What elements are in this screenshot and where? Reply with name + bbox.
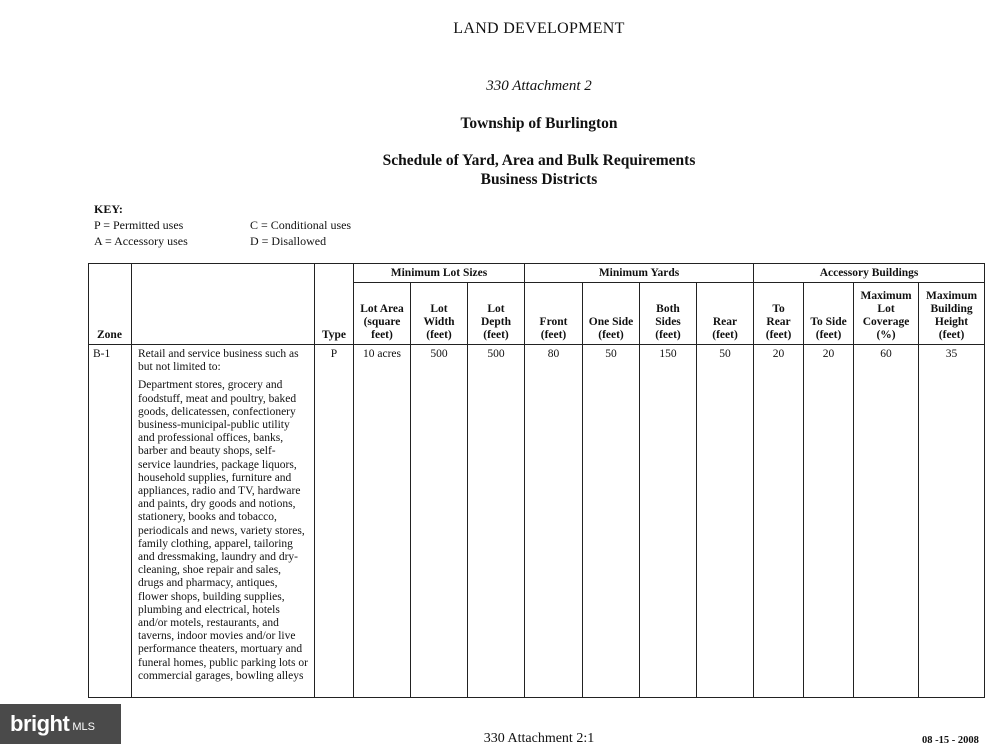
key-disallowed: D = Disallowed <box>250 234 327 248</box>
group-min-lot-sizes: Minimum Lot Sizes <box>354 264 525 283</box>
col-to-rear: To Rear (feet) <box>754 283 804 345</box>
col-rear: Rear (feet) <box>697 283 754 345</box>
cell-lot-area: 10 acres <box>354 345 411 698</box>
key-permitted: P = Permitted uses <box>94 218 184 232</box>
schedule-title <box>0 151 1000 189</box>
key-conditional: C = Conditional uses <box>250 218 352 232</box>
cell-both-sides: 150 <box>640 345 697 698</box>
attachment-label: 330 Attachment 2 <box>486 78 592 94</box>
table-group-header-row <box>89 264 985 283</box>
watermark-brand: bright <box>10 711 70 736</box>
col-description <box>132 264 315 345</box>
key-accessory: A = Accessory uses <box>94 234 188 248</box>
col-max-building-height: Maximum Building Height (feet) <box>919 283 985 345</box>
cell-type: P <box>315 345 354 698</box>
bright-mls-watermark <box>0 704 121 744</box>
schedule-title-line1: Schedule of Yard, Area and Bulk Requirements <box>382 152 696 169</box>
col-max-lot-coverage: Maximum Lot Coverage (%) <box>854 283 919 345</box>
col-both-sides: Both Sides (feet) <box>640 283 697 345</box>
cell-max-lot-coverage: 60 <box>854 345 919 698</box>
watermark-suffix: MLS <box>72 721 95 733</box>
group-min-yards: Minimum Yards <box>525 264 754 283</box>
col-one-side: One Side (feet) <box>583 283 640 345</box>
col-type: Type <box>315 264 354 345</box>
description-list: Department stores, grocery and foodstuff, meat and poultry, baked goods, delicatessen, confectionery business-municipal-public utility and professional offices, banks, barber and beauty shops, self-service laundries, package liquors, household supplies, furniture and appliances, radio and TV, hardware and paints, dry goods and notions, stationery, books and tobacco, periodicals and news, variety stores, family clothing, apparel, tailoring and dressmaking, laundry and dry-cleaning, shoe repair and sales, drugs and pharmacy, antiques, flower shops, building supplies, plumbing and electrical, hotels and/or motels, restaurants, and taverns, indoor movies and/or live performance theaters, mortuary and funeral homes, public parking lots or commercial garages, bowling alleys <box>138 379 308 682</box>
key-row-2 <box>94 233 351 249</box>
cell-one-side: 50 <box>583 345 640 698</box>
col-zone: Zone <box>89 264 132 345</box>
cell-zone: B-1 <box>89 345 132 698</box>
requirements-table <box>88 263 985 698</box>
cell-lot-width: 500 <box>411 345 468 698</box>
key-heading: KEY: <box>94 202 123 216</box>
cell-to-rear: 20 <box>754 345 804 698</box>
township-title: Township of Burlington <box>460 115 618 132</box>
cell-rear: 50 <box>697 345 754 698</box>
col-lot-area: Lot Area (square feet) <box>354 283 411 345</box>
cell-to-side: 20 <box>804 345 854 698</box>
footer-page-label: 330 Attachment 2:1 <box>483 731 595 746</box>
group-accessory-buildings: Accessory Buildings <box>754 264 985 283</box>
cell-description <box>132 345 315 698</box>
cell-max-building-height: 35 <box>919 345 985 698</box>
schedule-title-line2: Business Districts <box>480 171 598 188</box>
col-lot-depth: Lot Depth (feet) <box>468 283 525 345</box>
footer-date: 08 -15 - 2008 <box>922 735 979 746</box>
cell-lot-depth: 500 <box>468 345 525 698</box>
col-front: Front (feet) <box>525 283 583 345</box>
document-header-title: LAND DEVELOPMENT <box>453 20 625 37</box>
col-lot-width: Lot Width (feet) <box>411 283 468 345</box>
cell-front: 80 <box>525 345 583 698</box>
key-row-1 <box>94 217 351 233</box>
table-row <box>89 345 985 698</box>
description-intro: Retail and service business such as but not limited to: <box>138 348 299 374</box>
key-legend <box>94 201 351 249</box>
col-to-side: To Side (feet) <box>804 283 854 345</box>
